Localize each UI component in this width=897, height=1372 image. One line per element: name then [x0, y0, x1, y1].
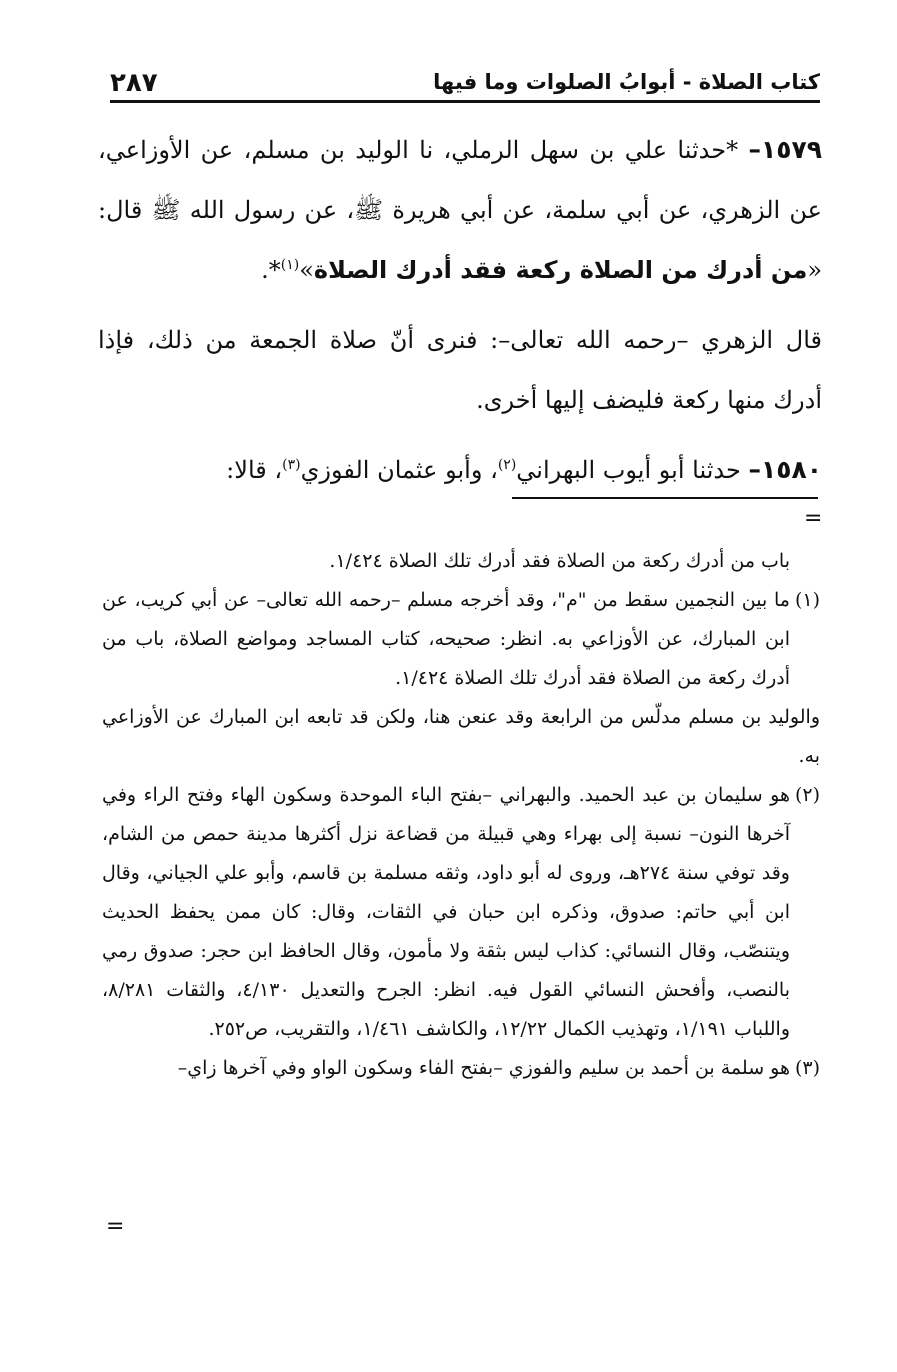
star-end-1579: *. [261, 256, 281, 284]
footnote-1 [102, 581, 820, 698]
isnad-1579: *حدثنا علي بن سهل الرملي، نا الوليد بن مسلم، عن الأوزاعي، عن الزهري، عن أبي سلمة، عن أبي هريرة ﷺ، عن رسول الله ﷺ قال: « [98, 136, 822, 284]
footnote-2 [102, 776, 820, 1049]
quote-close-1579: » [299, 256, 314, 284]
footnote-1-paragraph-1: ما بين النجمين سقط من "م"، وقد أخرجه مسلم –رحمه الله تعالى– عن أبي كريب، عن ابن المبارك، عن الأوزاعي به. انظر: صحيحه، كتاب المساجد ومواضع الصلاة، باب من أدرك ركعة من الصلاة فقد أدرك تلك الصلاة ١/٤٢٤. [102, 589, 790, 689]
matn-1579: من أدرك من الصلاة ركعة فقد أدرك الصلاة [313, 256, 808, 284]
page-header [110, 66, 820, 100]
footnote-2-body: هو سليمان بن عبد الحميد. والبهراني –بفتح الباء الموحدة وسكون الهاء وفتح الراء وفي آخرها النون– نسبة إلى بهراء وهي قبيلة من قضاعة نزل أكثرها مدينة حمص من الشام، وقد توفي سنة ٢٧٤هـ، وروى له أبو داود، وثقه مسلمة بن قاسم، وأبو علي الجياني، وقال ابن أبي حاتم: صدوق، وذكره ابن حبان في الثقات، وقال: كان ممن يحفظ الحديث ويتنصّب، وقال النسائي: كذاب ليس بثقة ولا مأمون، وقال الحافظ ابن حجر: صدوق رمي بالنصب، وأفحش النسائي القول فيه. انظر: الجرح والتعديل ٤/١٣٠، والثقات ٨/٢٨١، واللباب ١/١٩١، وتهذيب الكمال ١٢/٢٢، والكاشف ١/٤٦١، والتقريب، ص٢٥٢. [102, 784, 791, 1040]
hadith-1579 [98, 120, 822, 300]
page-number: ٢٨٧ [110, 68, 158, 98]
footnote-separator [512, 497, 818, 499]
footnote-2-label: (٢) [794, 784, 820, 806]
zuhri-comment: قال الزهري –رحمه الله تعالى–: فنرى أنّ صلاة الجمعة من ذلك، فإذا أدرك منها ركعة فليضف إليها أخرى. [98, 326, 822, 414]
main-text [98, 120, 822, 500]
footnote-3-label: (٣) [794, 1057, 820, 1079]
footnote-ref-1: (١) [280, 257, 300, 273]
footnote-ref-2: (٢) [497, 457, 517, 473]
footnote-1-label: (١) [794, 589, 820, 611]
isnad-1580-b: ، وأبو عثمان الفوزي [300, 456, 498, 484]
isnad-1580-a: حدثنا أبو أيوب البهراني [516, 456, 749, 484]
footnote-3 [102, 1049, 820, 1088]
footnote-1-body [102, 581, 790, 698]
running-title: كتاب الصلاة - أبوابُ الصلوات وما فيها [433, 70, 820, 94]
header-rule [110, 100, 820, 103]
footnote-ref-3: (٣) [282, 457, 301, 473]
hadith-number-1580: ١٥٨٠– [748, 455, 822, 484]
hadith-1580 [98, 440, 822, 500]
continuation-mark-top: = [804, 506, 823, 531]
footnote-1-paragraph-2: والوليد بن مسلم مدلّس من الرابعة وقد عنعن هنا، ولكن قد تابعه ابن المبارك عن الأوزاعي به. [102, 706, 820, 767]
continuation-mark-bottom: = [106, 1214, 125, 1239]
footnote-3-body: هو سلمة بن أحمد بن سليم والفوزي –بفتح الفاء وسكون الواو وفي آخرها زاي– [177, 1057, 790, 1079]
isnad-1580-c: ، قالا: [226, 456, 283, 484]
footnotes [102, 542, 820, 1088]
hadith-number-1579: ١٥٧٩– [748, 135, 822, 164]
footnote-carry-over: باب من أدرك ركعة من الصلاة فقد أدرك تلك الصلاة ١/٤٢٤. [329, 550, 790, 572]
